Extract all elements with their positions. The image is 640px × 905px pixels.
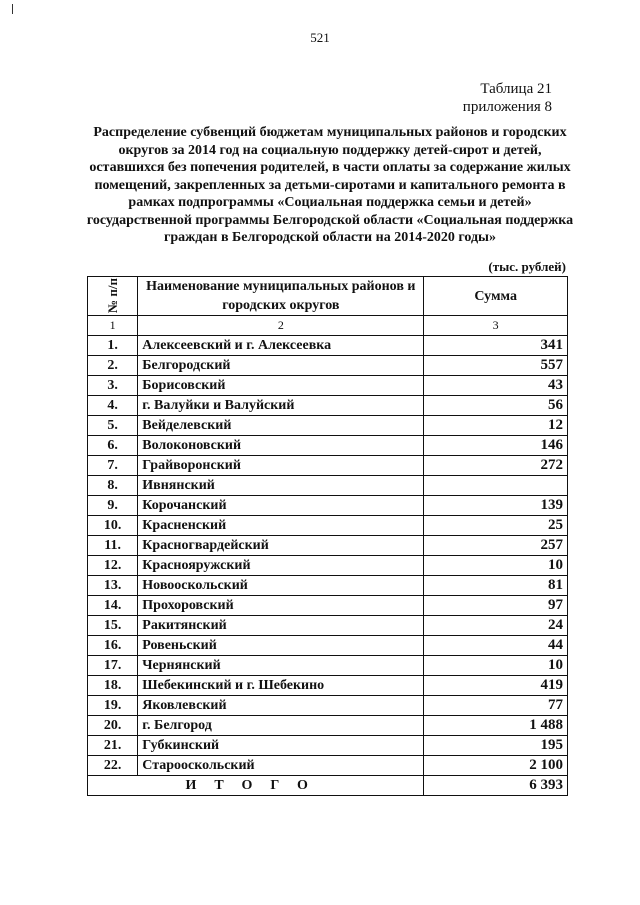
- row-number: 3.: [88, 376, 138, 396]
- subsidy-table: [87, 276, 568, 796]
- table-row: [88, 536, 568, 556]
- row-district-name: Яковлевский: [138, 696, 424, 716]
- table-row: [88, 556, 568, 576]
- row-sum: 97: [424, 596, 568, 616]
- row-sum: 44: [424, 636, 568, 656]
- row-district-name: Белгородский: [138, 356, 424, 376]
- row-sum: 2 100: [424, 756, 568, 776]
- row-number: 7.: [88, 456, 138, 476]
- row-district-name: Чернянский: [138, 656, 424, 676]
- table-reference: [463, 80, 552, 116]
- row-sum: 139: [424, 496, 568, 516]
- row-number: 19.: [88, 696, 138, 716]
- header-sum: Сумма: [424, 277, 568, 316]
- row-district-name: г. Белгород: [138, 716, 424, 736]
- table-row: [88, 716, 568, 736]
- row-sum: 43: [424, 376, 568, 396]
- row-sum: 557: [424, 356, 568, 376]
- row-number: 9.: [88, 496, 138, 516]
- table-row: [88, 516, 568, 536]
- column-index-1: 1: [88, 316, 138, 336]
- row-sum: 146: [424, 436, 568, 456]
- header-name: Наименование муниципальных районов и городских округов: [138, 277, 424, 316]
- table-row: [88, 436, 568, 456]
- page-number: 521: [310, 30, 330, 45]
- row-number: 21.: [88, 736, 138, 756]
- table-row: [88, 456, 568, 476]
- row-district-name: г. Валуйки и Валуйский: [138, 396, 424, 416]
- row-sum: 24: [424, 616, 568, 636]
- row-number: 4.: [88, 396, 138, 416]
- table-row: [88, 696, 568, 716]
- units-label: (тыс. рублей): [488, 259, 566, 274]
- table-row: [88, 476, 568, 496]
- column-index-2: 2: [138, 316, 424, 336]
- row-district-name: Прохоровский: [138, 596, 424, 616]
- row-district-name: Ровеньский: [138, 636, 424, 656]
- row-district-name: Ракитянский: [138, 616, 424, 636]
- column-index-3: 3: [424, 316, 568, 336]
- document-title: Распределение субвенций бюджетам муниципальных районов и городских округов за 2014 год на социальную поддержку детей-сирот и детей, оставшихся без попечения родителей, в части оплаты за содержание жилых помещений, закрепленных за детьми-сиротами и капитального ремонта в рамках подпрограммы «Социальная поддержка семьи и детей» государственной программы Белгородской области «Социальная поддержка граждан в Белгородской области на 2014-2020 годы»: [86, 125, 574, 245]
- table-row: [88, 496, 568, 516]
- row-district-name: Новооскольский: [138, 576, 424, 596]
- row-number: 15.: [88, 616, 138, 636]
- row-sum: 77: [424, 696, 568, 716]
- row-district-name: Борисовский: [138, 376, 424, 396]
- column-index-row: [88, 316, 568, 336]
- header-num-label: № п/п: [105, 278, 121, 313]
- row-sum: 25: [424, 516, 568, 536]
- row-number: 2.: [88, 356, 138, 376]
- row-number: 18.: [88, 676, 138, 696]
- margin-mark: [12, 4, 13, 14]
- row-number: 13.: [88, 576, 138, 596]
- table-row: [88, 576, 568, 596]
- row-number: 16.: [88, 636, 138, 656]
- row-number: 5.: [88, 416, 138, 436]
- row-number: 12.: [88, 556, 138, 576]
- row-number: 6.: [88, 436, 138, 456]
- row-sum: 12: [424, 416, 568, 436]
- row-sum: 1 488: [424, 716, 568, 736]
- row-sum: 272: [424, 456, 568, 476]
- row-sum: [424, 476, 568, 496]
- row-district-name: Старооскольский: [138, 756, 424, 776]
- row-sum: 419: [424, 676, 568, 696]
- table-ref-line1: Таблица 21: [480, 81, 552, 97]
- total-row: [88, 776, 568, 796]
- table-row: [88, 756, 568, 776]
- row-number: 22.: [88, 756, 138, 776]
- row-district-name: Губкинский: [138, 736, 424, 756]
- row-sum: 81: [424, 576, 568, 596]
- table-row: [88, 396, 568, 416]
- row-sum: 10: [424, 556, 568, 576]
- row-number: 17.: [88, 656, 138, 676]
- row-sum: 341: [424, 336, 568, 356]
- table-row: [88, 676, 568, 696]
- row-district-name: Алексеевский и г. Алексеевка: [138, 336, 424, 356]
- total-sum: 6 393: [424, 776, 568, 796]
- header-num: [88, 277, 138, 316]
- row-district-name: Корочанский: [138, 496, 424, 516]
- row-district-name: Красненский: [138, 516, 424, 536]
- row-district-name: Ивнянский: [138, 476, 424, 496]
- table-row: [88, 616, 568, 636]
- row-number: 20.: [88, 716, 138, 736]
- table-row: [88, 376, 568, 396]
- row-number: 1.: [88, 336, 138, 356]
- row-district-name: Волоконовский: [138, 436, 424, 456]
- table-header-row: [88, 277, 568, 316]
- row-number: 10.: [88, 516, 138, 536]
- row-sum: 257: [424, 536, 568, 556]
- row-sum: 195: [424, 736, 568, 756]
- row-district-name: Грайворонский: [138, 456, 424, 476]
- table-row: [88, 356, 568, 376]
- table-body: [88, 336, 568, 776]
- row-district-name: Красногвардейский: [138, 536, 424, 556]
- row-number: 11.: [88, 536, 138, 556]
- row-sum: 10: [424, 656, 568, 676]
- table-row: [88, 596, 568, 616]
- row-district-name: Вейделевский: [138, 416, 424, 436]
- table-row: [88, 736, 568, 756]
- row-number: 14.: [88, 596, 138, 616]
- table-row: [88, 636, 568, 656]
- total-label: ИТОГО: [88, 776, 424, 796]
- row-sum: 56: [424, 396, 568, 416]
- table-row: [88, 656, 568, 676]
- row-district-name: Краснояружский: [138, 556, 424, 576]
- row-number: 8.: [88, 476, 138, 496]
- table-row: [88, 416, 568, 436]
- table-ref-line2: приложения 8: [462, 99, 552, 115]
- table-row: [88, 336, 568, 356]
- row-district-name: Шебекинский и г. Шебекино: [138, 676, 424, 696]
